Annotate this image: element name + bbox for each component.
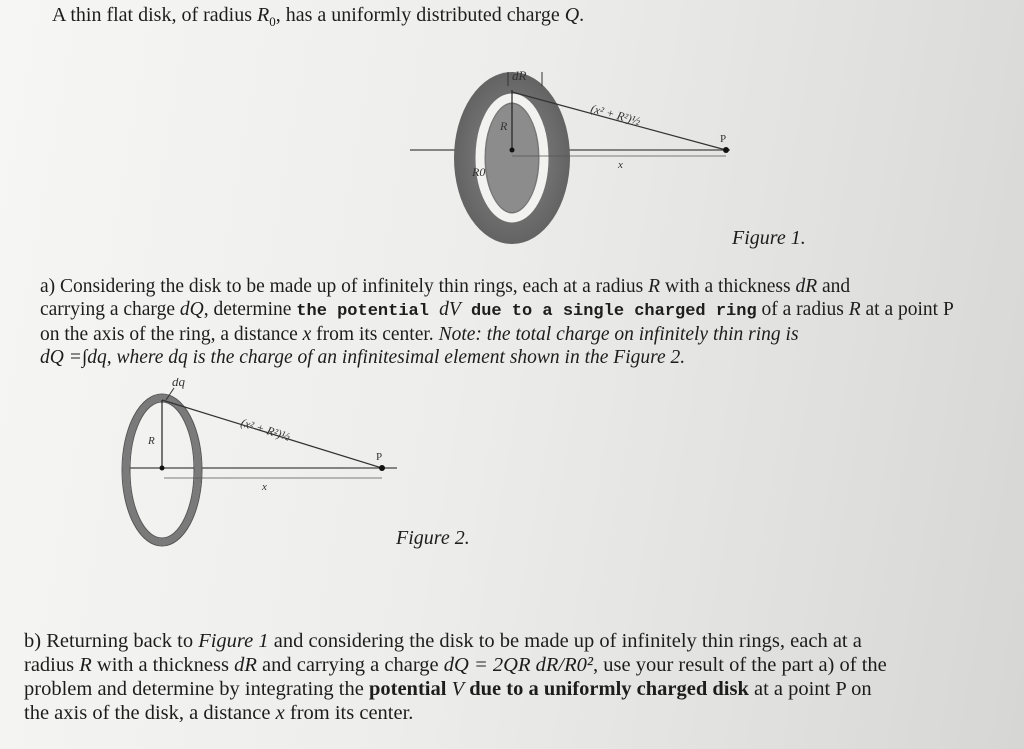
part-b-line-2: radius R with a thickness dR and carrying a charge dQ = 2QR dR/R0², use your result of the part a) of the: [24, 654, 887, 676]
part-b-line-3: problem and determine by integrating the potential V due to a uniformly charged disk at a point P on: [24, 678, 872, 700]
part-a-text: [40, 275, 954, 369]
part-b-text: [24, 629, 887, 725]
part-b-line-1: b) Returning back to Figure 1 and considering the disk to be made up of infinitely thin rings, each at a: [24, 630, 862, 652]
point-P: [723, 147, 729, 153]
label-dR: dR: [512, 68, 527, 83]
charge-symbol: Q: [564, 4, 580, 26]
intro-text-2: , has a uniformly distributed charge: [275, 4, 565, 26]
part-a-line-2: carrying a charge dQ, determine the potential dV due to a single charged ring of a radius R at a point P: [40, 299, 954, 321]
intro-text: A thin flat disk, of radius: [52, 4, 257, 26]
figure-2-ring-diagram: [112, 378, 402, 548]
label-distance: (x² + R²)½: [589, 101, 643, 129]
radius-subscript: 0: [269, 14, 276, 29]
point-P: [379, 465, 385, 471]
label-R: R: [500, 119, 508, 133]
problem-intro: [52, 4, 584, 30]
figure-2-caption: Figure 2.: [396, 527, 470, 549]
label-P: P: [376, 451, 383, 463]
disk-center: [510, 148, 515, 153]
label-dq: dq: [172, 378, 185, 389]
part-a-line-1: a) Considering the disk to be made up of infinitely thin rings, each at a radius R with a thickness dR and: [40, 276, 851, 297]
label-R: R: [148, 435, 155, 447]
radius-symbol: R: [256, 4, 270, 26]
part-a-line-4: dQ =∫dq, where dq is the charge of an infinitesimal element shown in the Figure 2.: [40, 347, 686, 368]
part-a-line-3: on the axis of the ring, a distance x from its center. Note: the total charge on infinitely thin ring is: [40, 324, 799, 345]
figure-1-disk-diagram: [400, 58, 760, 248]
intro-end: .: [579, 4, 585, 26]
label-x: x: [618, 159, 623, 171]
part-b-line-4: the axis of the disk, a distance x from its center.: [24, 702, 414, 724]
figure-1-caption: Figure 1.: [732, 227, 806, 249]
label-P: P: [720, 133, 727, 145]
label-distance: (x² + R²)½: [239, 415, 292, 444]
label-R0: R0: [472, 165, 486, 179]
ring-center: [160, 466, 165, 471]
label-x: x: [262, 481, 267, 493]
